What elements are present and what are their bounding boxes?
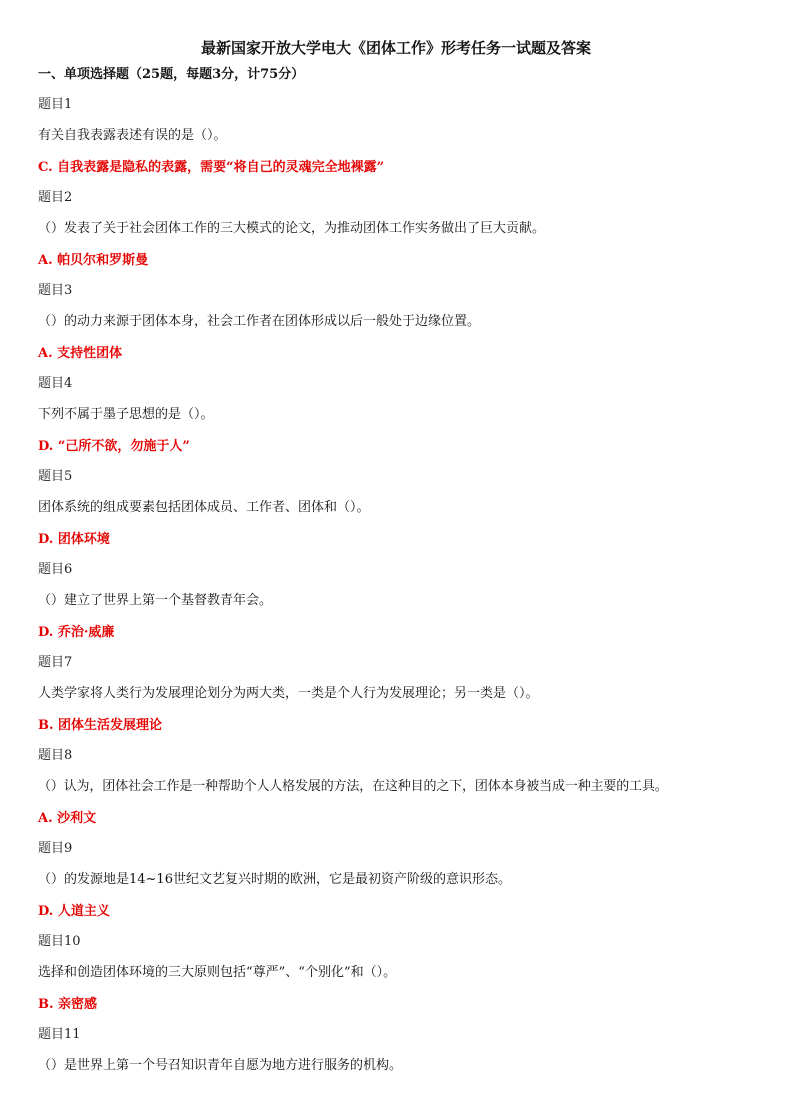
- question-stem: 团体系统的组成要素包括团体成员、工作者、团体和（）。: [38, 500, 370, 515]
- question-answer: C. 自我表露是隐私的表露，需要“将自己的灵魂完全地裸露”: [38, 160, 385, 175]
- question-label: 题目10: [38, 934, 81, 949]
- question-answer: D. “己所不欲，勿施于人”: [38, 439, 190, 454]
- question-answer: D. 乔治·威廉: [38, 625, 115, 640]
- question-stem: （）是世界上第一个号召知识青年自愿为地方进行服务的机构。: [38, 1058, 403, 1073]
- question-stem: （）的动力来源于团体本身，社会工作者在团体形成以后一般处于边缘位置。: [38, 314, 481, 329]
- question-answer: D. 团体环境: [38, 532, 110, 547]
- question-label: 题目9: [38, 841, 73, 856]
- question-label: 题目7: [38, 655, 73, 670]
- question-label: 题目3: [38, 283, 73, 298]
- question-answer: B. 团体生活发展理论: [38, 718, 163, 733]
- question-label: 题目8: [38, 748, 73, 763]
- question-answer: A. 支持性团体: [38, 346, 123, 361]
- question-label: 题目6: [38, 562, 73, 577]
- question-stem: 选择和创造团体环境的三大原则包括“尊严”、“个别化”和（）。: [38, 965, 397, 980]
- question-stem: （）的发源地是14~16世纪文艺复兴时期的欧洲，它是最初资产阶级的意识形态。: [38, 872, 511, 887]
- question-label: 题目4: [38, 376, 73, 391]
- question-stem: （）建立了世界上第一个基督教青年会。: [38, 593, 273, 608]
- question-answer: D. 人道主义: [38, 904, 110, 919]
- question-label: 题目11: [38, 1027, 81, 1042]
- document-title: 最新国家开放大学电大《团体工作》形考任务一试题及答案: [200, 39, 591, 57]
- question-stem: （）认为，团体社会工作是一种帮助个人人格发展的方法，在这种目的之下，团体本身被当成一种主要的工具。: [38, 779, 668, 794]
- question-answer: A. 帕贝尔和罗斯曼: [38, 253, 149, 268]
- section-heading: 一、单项选择题（25题，每题3分，计75分）: [38, 67, 305, 82]
- question-answer: A. 沙利文: [38, 811, 97, 826]
- question-stem: （）发表了关于社会团体工作的三大模式的论文，为推动团体工作实务做出了巨大贡献。: [38, 221, 546, 236]
- question-label: 题目2: [38, 190, 73, 205]
- question-stem: 有关自我表露表述有误的是（）。: [38, 128, 227, 143]
- question-stem: 人类学家将人类行为发展理论划分为两大类，一类是个人行为发展理论；另一类是（）。: [38, 686, 539, 701]
- question-label: 题目5: [38, 469, 73, 484]
- question-stem: 下列不属于墨子思想的是（）。: [38, 407, 214, 422]
- question-label: 题目1: [38, 97, 73, 112]
- question-answer: B. 亲密感: [38, 997, 98, 1012]
